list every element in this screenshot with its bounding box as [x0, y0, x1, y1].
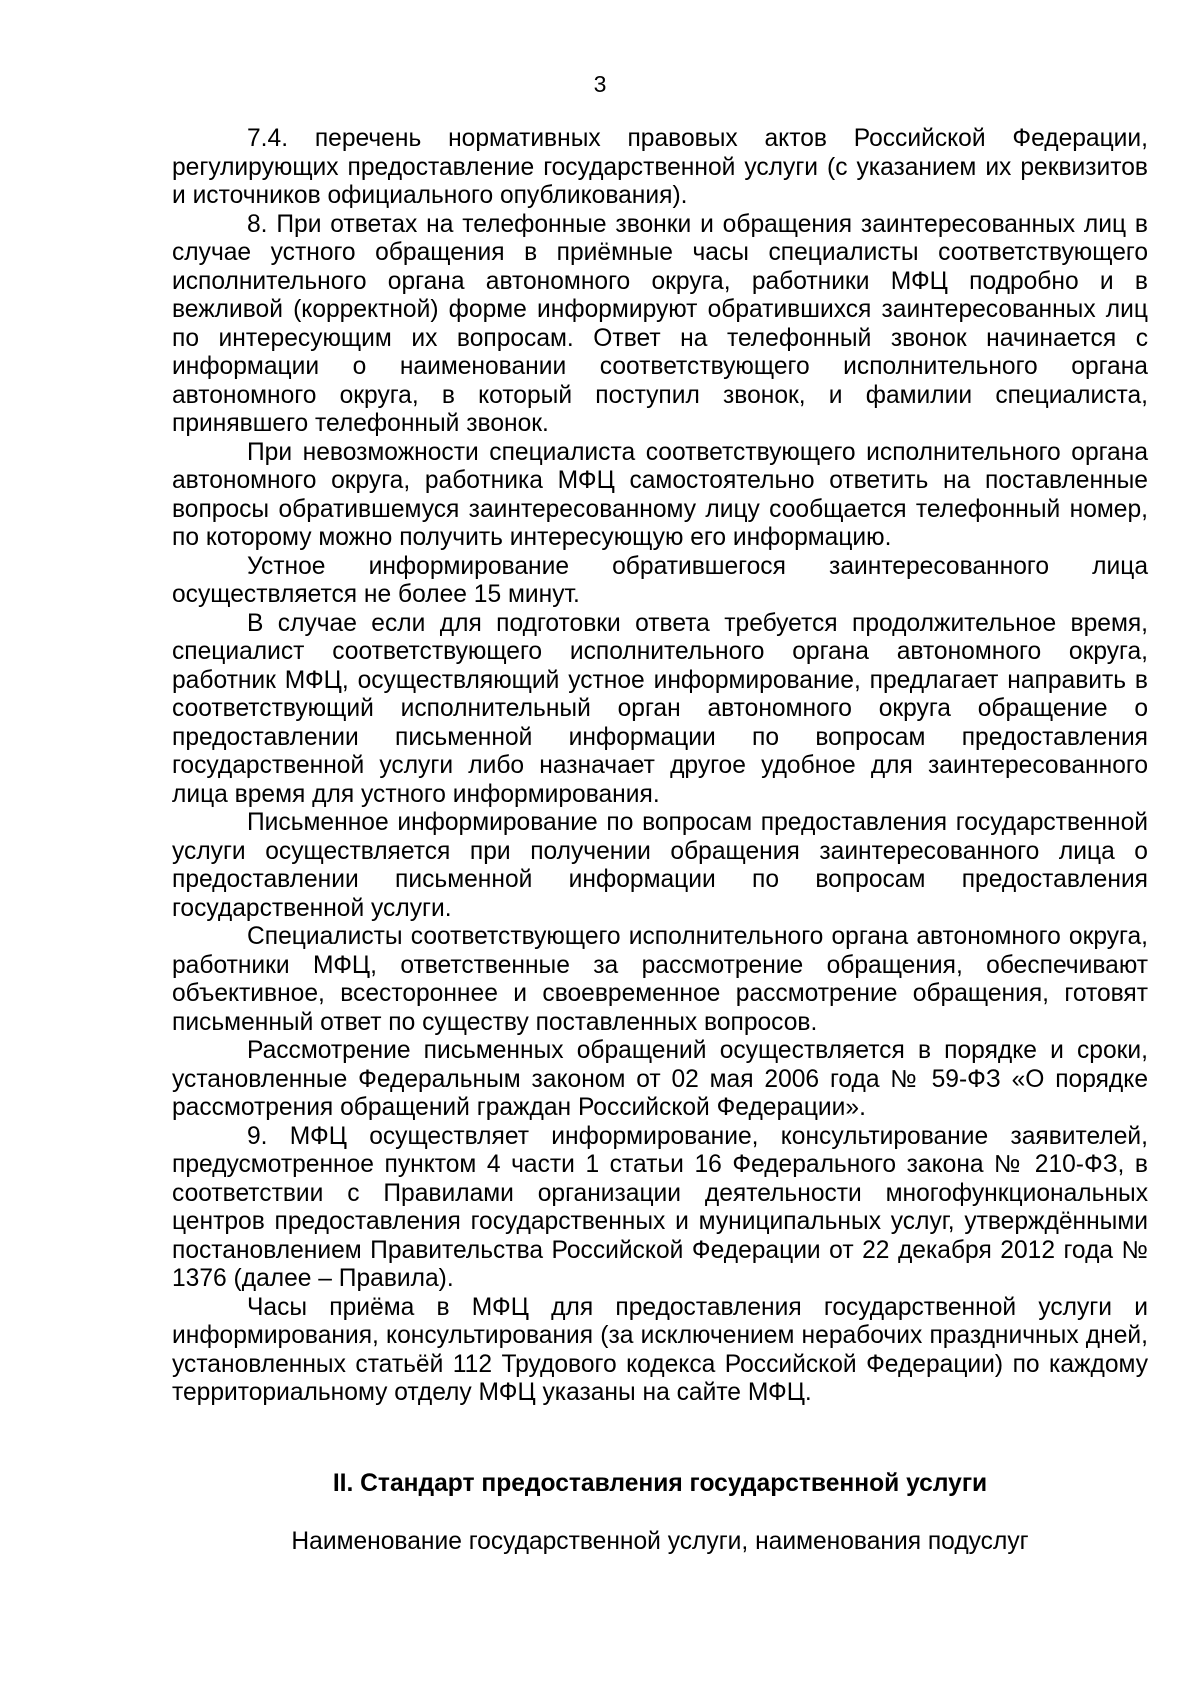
paragraph-office-hours: Часы приёма в МФЦ для предоставления государственной услуги и информирования, консультирования (за исключением нерабочих праздничных дней, установленных статьёй 112 Трудового кодекса Российской Федерации) по каждому территориальному отделу МФЦ указаны на сайте МФЦ.: [172, 1293, 1148, 1406]
section-heading: II. Стандарт предоставления государственной услуги: [332, 1470, 988, 1497]
paragraph-specialists: Специалисты соответствующего исполнительного органа автономного округа, работники МФЦ, ответственные за рассмотрение обращения, обеспечивают объективное, всестороннее и своевременное рассмотрение обращения, готовят письменный ответ по существу поставленных вопросов.: [172, 923, 1148, 1036]
paragraph-7-4: 7.4. перечень нормативных правовых актов Российской Федерации, регулирующих предоставление государственной услуги (с указанием их реквизитов и источников официального опубликования).: [172, 125, 1148, 209]
paragraph-long-answer: В случае если для подготовки ответа требуется продолжительное время, специалист соответствующего исполнительного органа автономного округа, работник МФЦ, осуществляющий устное информирование, предлагает направить в соответствующий исполнительный орган автономного округа обращение о предоставлении письменной информации по вопросам предоставления государственной услуги либо назначает другое удобное для заинтересованного лица время для устного информирования.: [172, 609, 1148, 808]
paragraph-written-review: Рассмотрение письменных обращений осуществляется в порядке и сроки, установленные Федеральным законом от 02 мая 2006 года № 59-ФЗ «О порядке рассмотрения обращений граждан Российской Федерации».: [172, 1037, 1148, 1121]
paragraph-8: 8. При ответах на телефонные звонки и обращения заинтересованных лиц в случае устного обращения в приёмные часы специалисты соответствующего исполнительного органа автономного округа, работники МФЦ подробно и в вежливой (корректной) форме информируют обратившихся заинтересованных лиц по интересующим их вопросам. Ответ на телефонный звонок начинается с информации о наименовании соответствующего исполнительного органа автономного округа, в который поступил звонок, и фамилии специалиста, принявшего телефонный звонок.: [172, 210, 1148, 437]
paragraph-written-informing: Письменное информирование по вопросам предоставления государственной услуги осуществляется при получении обращения заинтересованного лица о предоставлении письменной информации по вопросам предоставления государственной услуги.: [172, 809, 1148, 922]
paragraph-9: 9. МФЦ осуществляет информирование, консультирование заявителей, предусмотренное пунктом 4 части 1 статьи 16 Федерального закона № 210-ФЗ, в соответствии с Правилами организации деятельности многофункциональных центров предоставления государственных и муниципальных услуг, утверждёнными постановлением Правительства Российской Федерации от 22 декабря 2012 года № 1376 (далее – Правила).: [172, 1122, 1148, 1292]
document-body: [172, 125, 1148, 1408]
paragraph-impossibility: При невозможности специалиста соответствующего исполнительного органа автономного округа, работника МФЦ самостоятельно ответить на поставленные вопросы обратившемуся заинтересованному лицу сообщается телефонный номер, по которому можно получить интересующую его информацию.: [172, 438, 1148, 551]
page-number: 3: [593, 71, 607, 97]
paragraph-oral-informing: Устное информирование обратившегося заинтересованного лица осуществляется не более 15 минут.: [172, 552, 1148, 608]
subsection-heading: Наименование государственной услуги, наименования подуслуг: [291, 1528, 1029, 1555]
